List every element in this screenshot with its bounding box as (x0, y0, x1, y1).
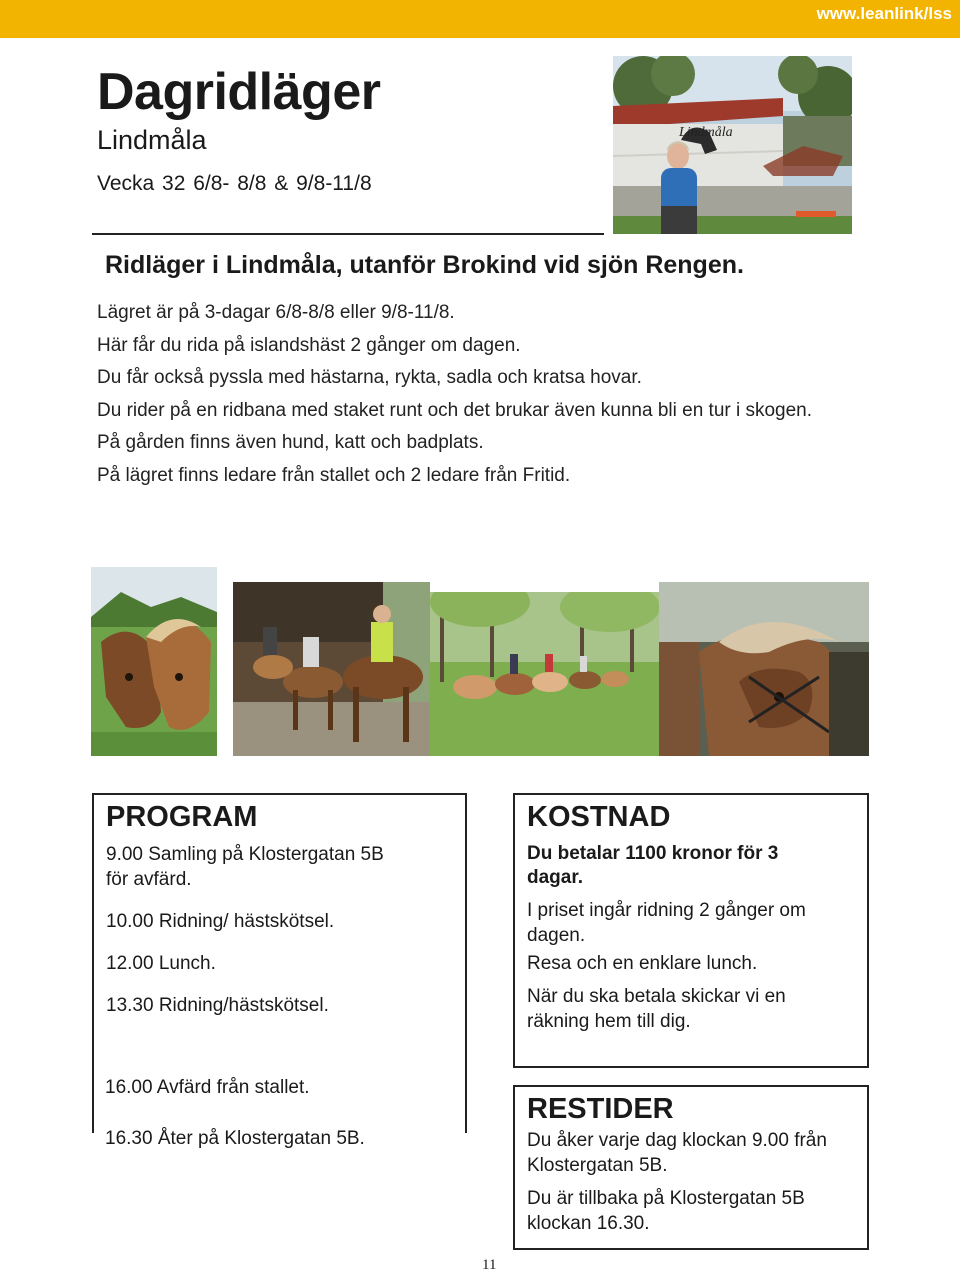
intro-text (97, 300, 867, 495)
week-dates: Vecka 32 6/8- 8/8 & 9/8-11/8 (97, 172, 372, 195)
travel-times-box (513, 1085, 869, 1250)
cost-heading: KOSTNAD (527, 801, 671, 833)
page-title: Dagridläger (97, 63, 381, 121)
horse-closeup-photo (659, 582, 869, 756)
intro-line: Här får du rida på islandshäst 2 gånger om dagen. (97, 334, 521, 356)
intro-line: Lägret är på 3-dagar 6/8-8/8 eller 9/8-11/8. (97, 302, 455, 323)
program-item: 9.00 Samling på Klostergatan 5B för avfärd. (106, 844, 384, 890)
location-subtitle: Lindmåla (97, 125, 207, 155)
program-heading: PROGRAM (106, 801, 258, 833)
program-item: 12.00 Lunch. (106, 953, 216, 974)
website-url[interactable]: www.leanlink/lss (816, 4, 952, 23)
travel-heading: RESTIDER (527, 1093, 674, 1125)
barn-sign-text: Lindmåla (679, 125, 733, 140)
header-bar (0, 0, 960, 38)
cost-line: I priset ingår ridning 2 gånger om dagen. (527, 900, 806, 946)
program-item: 13.30 Ridning/hästskötsel. (106, 995, 329, 1016)
travel-line: Du åker varje dag klockan 9.00 från Klostergatan 5B. (527, 1130, 827, 1176)
intro-line: På lägret finns ledare från stallet och 2 ledare från Fritid. (97, 464, 571, 486)
barn-photo (613, 56, 852, 234)
title-divider (92, 233, 604, 235)
program-item: 16.00 Avfärd från stallet. (105, 1077, 310, 1098)
riders-field-photo (430, 592, 659, 756)
travel-line: Du är tillbaka på Klostergatan 5B klockan 16.30. (527, 1188, 805, 1234)
cost-line: Resa och en enklare lunch. (527, 953, 758, 974)
camp-heading: Ridläger i Lindmåla, utanför Brokind vid sjön Rengen. (105, 251, 744, 279)
intro-line: Du får också pyssla med hästarna, rykta, sadla och kratsa hovar. (97, 367, 642, 388)
cost-price: Du betalar 1100 kronor för 3 dagar. (527, 843, 779, 888)
horses-pasture-photo (91, 567, 217, 756)
intro-line: Du rider på en ridbana med staket runt och det brukar även kunna bli en tur i skogen. (97, 399, 813, 421)
cost-box (513, 793, 869, 1068)
page-number: 11 (482, 1257, 497, 1273)
program-item: 16.30 Åter på Klostergatan 5B. (105, 1128, 365, 1149)
cost-line: När du ska betala skickar vi en räkning hem till dig. (527, 986, 786, 1032)
program-item: 10.00 Ridning/ hästskötsel. (106, 911, 335, 932)
riders-barn-photo (233, 582, 430, 756)
intro-line: På gården finns även hund, katt och badplats. (97, 432, 484, 453)
